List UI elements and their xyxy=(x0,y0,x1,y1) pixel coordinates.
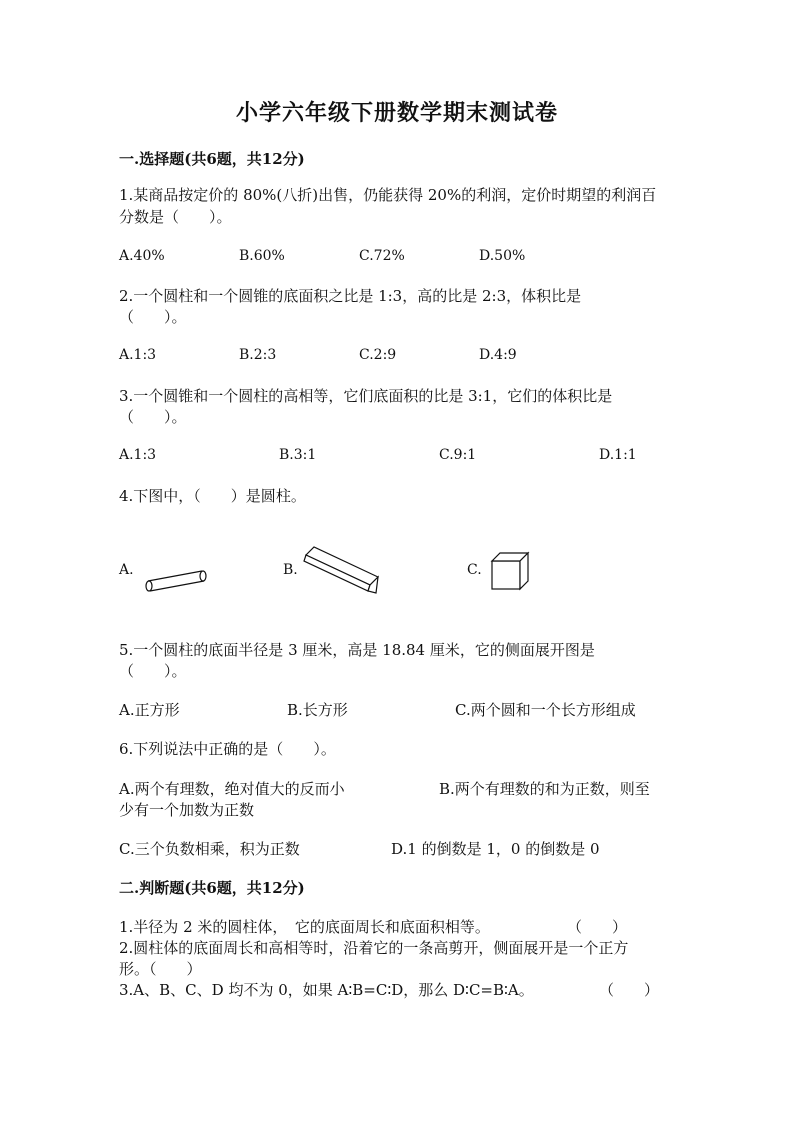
question-2-option-c[interactable]: C.2:9 xyxy=(359,347,397,363)
question-6-line-1: 6.下列说法中正确的是（ ）。 xyxy=(119,740,336,758)
question-4-option-b[interactable]: B. xyxy=(283,562,298,578)
question-6-option-b[interactable]: B.两个有理数的和为正数，则至 xyxy=(439,780,650,798)
question-1-option-b[interactable]: B.60% xyxy=(239,248,285,264)
question-4-line-1: 4.下图中，（ ）是圆柱。 xyxy=(119,487,306,505)
triangular-prism-figure xyxy=(302,545,382,597)
question-1-line-1: 1.某商品按定价的 80%(八折)出售，仍能获得 20%的利润，定价时期望的利润百 xyxy=(119,186,657,204)
question-1-option-d[interactable]: D.50% xyxy=(479,248,526,264)
thin-cylinder-figure xyxy=(142,568,208,594)
judgment-1-blank[interactable]: （ ） xyxy=(567,918,628,936)
section-heading-judgment: 二.判断题(共6题，共12分) xyxy=(119,879,305,897)
question-6-option-c[interactable]: C.三个负数相乘，积为正数 xyxy=(119,840,300,858)
question-2-option-d[interactable]: D.4:9 xyxy=(479,347,517,363)
question-6-option-a[interactable]: A.两个有理数，绝对值大的反而小 xyxy=(119,780,345,798)
cube-figure xyxy=(490,551,532,593)
question-6-option-d[interactable]: D.1 的倒数是 1，0 的倒数是 0 xyxy=(391,840,600,858)
question-5-line-2: （ ）。 xyxy=(119,662,187,680)
judgment-2-text: 2.圆柱体的底面周长和高相等时，沿着它的一条高剪开，侧面展开是一个正方 xyxy=(119,939,629,957)
question-3-line-2: （ ）。 xyxy=(119,408,187,426)
question-5-line-1: 5.一个圆柱的底面半径是 3 厘米，高是 18.84 厘米，它的侧面展开图是 xyxy=(119,641,595,659)
page-title: 小学六年级下册数学期末测试卷 xyxy=(235,100,558,126)
question-6-option-b-cont: 少有一个加数为正数 xyxy=(119,801,255,819)
question-3-option-b[interactable]: B.3:1 xyxy=(279,447,317,463)
question-4-option-c[interactable]: C. xyxy=(467,562,482,578)
question-5-option-b[interactable]: B.长方形 xyxy=(287,701,348,719)
question-2-option-a[interactable]: A.1:3 xyxy=(119,347,157,363)
question-5-option-c[interactable]: C.两个圆和一个长方形组成 xyxy=(455,701,636,719)
section-heading-choice: 一.选择题(共6题，共12分) xyxy=(119,150,305,168)
question-5-option-a[interactable]: A.正方形 xyxy=(119,701,180,719)
question-3-line-1: 3.一个圆锥和一个圆柱的高相等，它们底面积的比是 3:1，它们的体积比是 xyxy=(119,387,613,405)
judgment-3-blank[interactable]: （ ） xyxy=(599,981,660,999)
judgment-1-text: 1.半径为 2 米的圆柱体， 它的底面周长和底面积相等。 xyxy=(119,918,490,936)
question-3-option-a[interactable]: A.1:3 xyxy=(119,447,157,463)
judgment-2-text-cont[interactable]: 形。（ ） xyxy=(119,960,202,978)
question-1-line-2: 分数是（ ）。 xyxy=(119,208,232,226)
question-2-line-2: （ ）。 xyxy=(119,308,187,326)
question-1-option-c[interactable]: C.72% xyxy=(359,248,405,264)
question-2-line-1: 2.一个圆柱和一个圆锥的底面积之比是 1:3，高的比是 2:3，体积比是 xyxy=(119,287,582,305)
question-1-option-a[interactable]: A.40% xyxy=(119,248,165,264)
question-3-option-c[interactable]: C.9:1 xyxy=(439,447,477,463)
judgment-3-text: 3.A、B、C、D 均不为 0，如果 A∶B=C∶D，那么 D∶C=B∶A。 xyxy=(119,981,534,999)
question-2-option-b[interactable]: B.2:3 xyxy=(239,347,277,363)
question-3-option-d[interactable]: D.1:1 xyxy=(599,447,637,463)
question-4-option-a[interactable]: A. xyxy=(119,562,134,578)
